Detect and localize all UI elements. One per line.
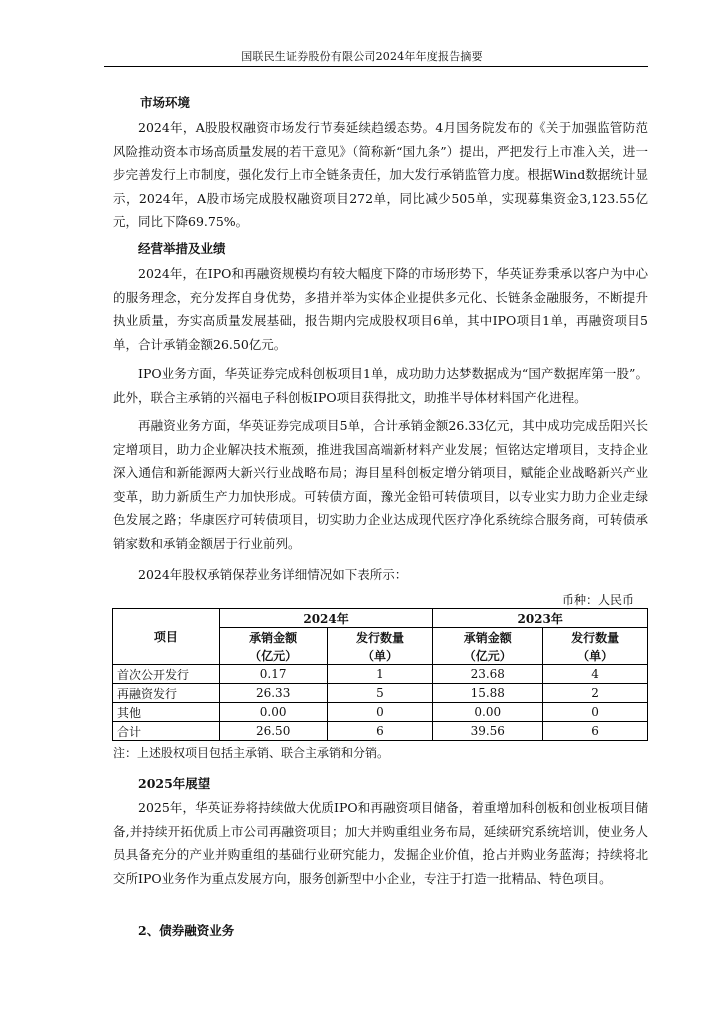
header-divider bbox=[104, 66, 648, 67]
count-header-2023: 发行数量 bbox=[543, 628, 648, 647]
row-count-2023: 6 bbox=[543, 722, 648, 741]
amount-unit-2023: （亿元） bbox=[433, 646, 543, 665]
row-amount-2024: 26.33 bbox=[219, 684, 327, 703]
performance-paragraph-ipo: IPO业务方面，华英证券完成科创板项目1单，成功助力达梦数据成为“国产数据库第一股”。此外，联合主承销的兴福电子科创板IPO项目获得批文，助推半导体材料国产化进程。 bbox=[113, 366, 648, 405]
row-count-2024: 6 bbox=[327, 722, 433, 741]
currency-unit: 币种：人民币 bbox=[561, 593, 634, 607]
amount-header-2023: 承销金额 bbox=[433, 628, 543, 647]
year-2023-header: 2023年 bbox=[433, 609, 648, 628]
row-amount-2023: 39.56 bbox=[433, 722, 543, 741]
table-note: 注：上述股权项目包括主承销、联合主承销和分销。 bbox=[113, 746, 390, 760]
year-2024-header: 2024年 bbox=[219, 609, 433, 628]
amount-unit-2024: （亿元） bbox=[219, 646, 327, 665]
table-row bbox=[113, 665, 648, 684]
row-count-2023: 4 bbox=[543, 665, 648, 684]
count-header-2024: 发行数量 bbox=[327, 628, 433, 647]
row-item: 再融资发行 bbox=[113, 684, 220, 703]
row-amount-2023: 0.00 bbox=[433, 703, 543, 722]
equity-underwriting-table bbox=[112, 608, 648, 741]
row-amount-2023: 15.88 bbox=[433, 684, 543, 703]
page-header: 国联民生证券股份有限公司2024年年度报告摘要 bbox=[241, 50, 483, 63]
row-amount-2024: 26.50 bbox=[219, 722, 327, 741]
table-row-total bbox=[113, 722, 648, 741]
row-item: 首次公开发行 bbox=[113, 665, 220, 684]
outlook-section-title: 2025年展望 bbox=[138, 776, 211, 791]
row-item: 合计 bbox=[113, 722, 220, 741]
row-amount-2024: 0.17 bbox=[219, 665, 327, 684]
row-count-2023: 2 bbox=[543, 684, 648, 703]
table-row bbox=[113, 703, 648, 722]
count-unit-2023: （单） bbox=[543, 646, 648, 665]
item-header: 项目 bbox=[113, 609, 220, 665]
row-count-2024: 5 bbox=[327, 684, 433, 703]
row-amount-2023: 23.68 bbox=[433, 665, 543, 684]
row-amount-2024: 0.00 bbox=[219, 703, 327, 722]
outlook-paragraph: 2025年，华英证券将持续做大优质IPO和再融资项目储备，着重增加科创板和创业板项目储备,并持续开拓优质上市公司再融资项目；加大并购重组业务布局，延续研究系统培训，使业务人员具备充分的产业并购重组的基础行业研究能力，发掘企业价值，抢占并购业务蓝海；持续将北交所IPO业务作为重点发展方向，服务创新型中小企业，专注于打造一批精品、特色项目。 bbox=[113, 800, 648, 886]
performance-paragraph-1: 2024年，在IPO和再融资规模均有较大幅度下降的市场形势下，华英证券秉承以客户为中心的服务理念，充分发挥自身优势，多措并举为实体企业提供多元化、长链条金融服务，不断提升执业质量，夯实高质量发展基础，报告期内完成股权项目6单，其中IPO项目1单，再融资项目5单，合计承销金额26.50亿元。 bbox=[113, 266, 648, 352]
bond-financing-heading: 2、债券融资业务 bbox=[138, 923, 235, 938]
market-section-title: 市场环境 bbox=[140, 95, 191, 110]
performance-section-title: 经营举措及业绩 bbox=[138, 241, 226, 256]
amount-header-2024: 承销金额 bbox=[219, 628, 327, 647]
performance-paragraph-refinancing: 再融资业务方面，华英证券完成项目5单，合计承销金额26.33亿元，其中成功完成岳阳兴长定增项目，助力企业解决技术瓶颈，推进我国高端新材料产业发展；恒铭达定增项目，支持企业深入通信和新能源两大新兴行业战略布局；海目星科创板定增分销项目，赋能企业战略新兴产业变革，助力新质生产力加快形成。可转债方面，豫光金铅可转债项目，以专业实力助力企业走绿色发展之路；华康医疗可转债项目，切实助力企业达成现代医疗净化系统综合服务商，可转债承销家数和承销金额居于行业前列。 bbox=[113, 418, 648, 551]
row-item: 其他 bbox=[113, 703, 220, 722]
row-count-2023: 0 bbox=[543, 703, 648, 722]
market-paragraph: 2024年，A股股权融资市场发行节奏延续趋缓态势。4月国务院发布的《关于加强监管防范风险推动资本市场高质量发展的若干意见》（简称新“国九条”）提出，严把发行上市准入关，进一步完善发行上市制度，强化发行上市全链条责任，加大发行承销监管力度。根据Wind数据统计显示，2024年，A股市场完成股权融资项目272单，同比减少505单，实现募集资金3,123.55亿元，同比下降69.75%。 bbox=[113, 120, 648, 230]
table-row bbox=[113, 684, 648, 703]
row-count-2024: 0 bbox=[327, 703, 433, 722]
count-unit-2024: （单） bbox=[327, 646, 433, 665]
row-count-2024: 1 bbox=[327, 665, 433, 684]
table-header-row bbox=[113, 609, 648, 628]
table-intro: 2024年股权承销保荐业务详细情况如下表所示： bbox=[138, 567, 408, 582]
